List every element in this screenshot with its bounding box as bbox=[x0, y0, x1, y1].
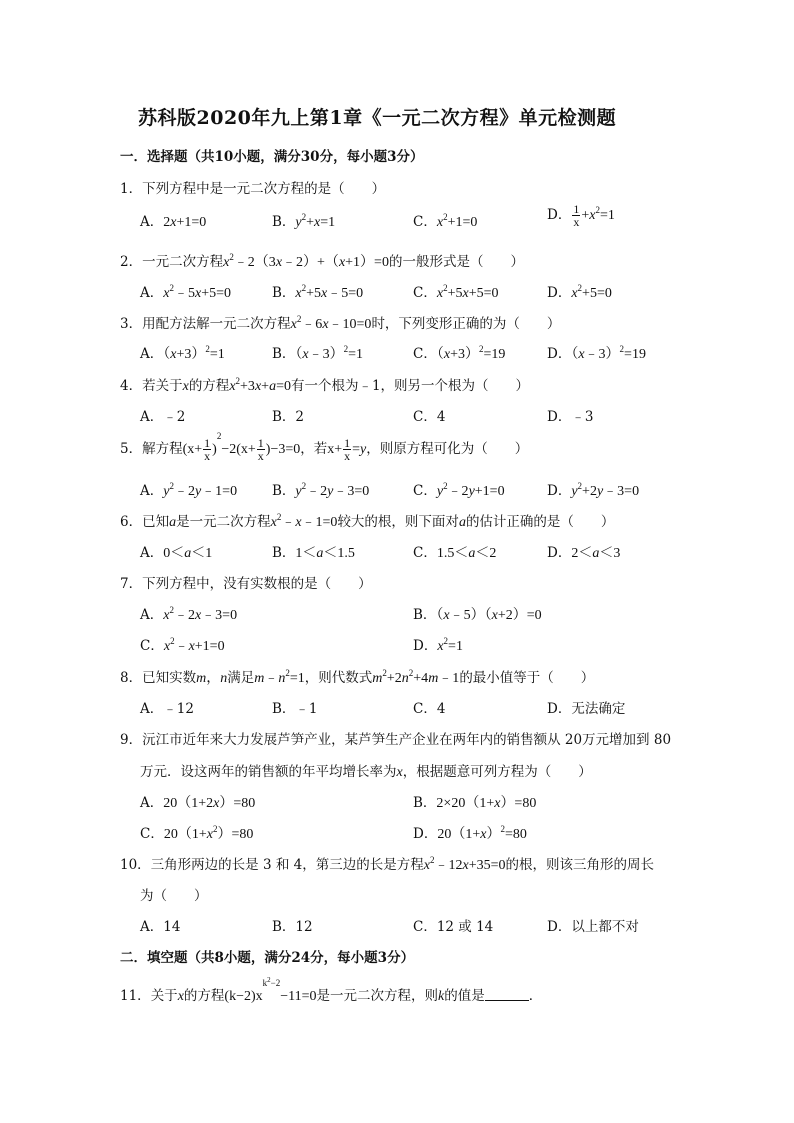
question-number: 1． bbox=[120, 181, 143, 197]
q10-option-c: C．12 或 14 bbox=[413, 919, 494, 935]
q5-option-a: A．$y^2﹣2y﹣1=0$ bbox=[140, 481, 238, 499]
q1-option-a: A．2x+1=0 bbox=[140, 214, 207, 230]
q5-option-d: D．$y^2+2y﹣3=0$ bbox=[547, 481, 640, 499]
q9-option-c: C．$20(1+x^2)=80$ bbox=[140, 824, 254, 842]
q6-option-b: B．1＜a＜1.5 bbox=[272, 545, 355, 561]
q1-option-b: B．$y^2+x=1$ bbox=[272, 212, 336, 230]
q8-option-b: B．﹣1 bbox=[272, 701, 318, 717]
question-10-line-2: 为（ ） bbox=[140, 888, 208, 904]
question-9-line-1: 9．沅江市近年来大力发展芦笋产业，某芦笋生产企业在两年内的销售额从 20万元增加到 80 bbox=[120, 732, 672, 748]
q1-option-c: C．$x^2+1=0$ bbox=[413, 212, 478, 230]
question-5: 5．解方程(x+ $\frac{1}{x}$ )$^2$−2(x+ $\frac{1}{x}$ )−3=0，若x+ $\frac{1}{x}$ =y，则原方程可化为（ ） bbox=[120, 431, 529, 464]
q4-option-a: A．﹣2 bbox=[140, 409, 186, 425]
q7-option-b: B．（x﹣5）（x+2）=0 bbox=[413, 607, 542, 623]
q8-option-a: A．﹣12 bbox=[140, 701, 194, 717]
q6-option-a: A．0＜a＜1 bbox=[140, 545, 213, 561]
question-stem: 下列方程中是一元二次方程的是（ ） bbox=[142, 181, 386, 197]
q3-option-a: A．$(x+3)^2=1$ bbox=[140, 344, 225, 362]
question-6: 6．已知a是一元二次方程$x^2﹣x﹣1=0$较大的根，则下面对a的估计正确的是（ ） bbox=[120, 512, 615, 530]
q7-option-a: A．$x^2﹣2x﹣3=0$ bbox=[140, 605, 238, 623]
answer-blank[interactable] bbox=[485, 988, 529, 1001]
q2-option-c: C．$x^2+5x+5=0$ bbox=[413, 283, 499, 301]
q4-option-d: D．﹣3 bbox=[547, 409, 594, 425]
q3-option-b: B．（x﹣3）$^2$=1 bbox=[272, 344, 364, 362]
section-heading-fill: 二．填空题（共8小题，满分24分，每小题3分） bbox=[120, 950, 415, 966]
question-4: 4．若关于x的方程$x^2+3x+a=0$有一个根为﹣1，则另一个根为（ ） bbox=[120, 376, 530, 394]
question-7: 7．下列方程中，没有实数根的是（ ） bbox=[120, 576, 372, 592]
page-title: 苏科版2020年九上第1章《一元二次方程》单元检测题 bbox=[138, 107, 617, 129]
q5-option-c: C．$y^2﹣2y+1=0$ bbox=[413, 481, 505, 499]
question-11: 11．关于x的方程$(k-2)x^{k^2-2}-11=0$是一元二次方程，则k的值是 ． bbox=[120, 976, 543, 1004]
q9-option-d: D．$20(1+x)^2=80$ bbox=[413, 824, 527, 842]
q10-option-a: A．14 bbox=[140, 919, 181, 935]
q2-option-a: A．$x^2﹣5x+5=0$ bbox=[140, 283, 231, 301]
question-9-line-2: 万元．设这两年的销售额的年平均增长率为x，根据题意可列方程为（ ） bbox=[140, 764, 592, 780]
q2-option-b: B．$x^2+5x﹣5=0$ bbox=[272, 283, 364, 301]
q4-option-c: C．4 bbox=[413, 409, 446, 425]
q3-option-d: D．（x﹣3）$^2$=19 bbox=[547, 344, 646, 362]
q8-option-c: C．4 bbox=[413, 701, 446, 717]
q7-option-c: C．$x^2﹣x+1=0$ bbox=[140, 636, 225, 654]
section-heading-choice: 一．选择题（共10小题，满分30分，每小题3分） bbox=[120, 149, 424, 165]
question-8: 8．已知实数m，n满足$m﹣n^2=1$，则代数式$m^2+2n^2+4m﹣1$的最小值等于（ ） bbox=[120, 668, 595, 686]
q7-option-d: D．$x^2=1$ bbox=[413, 636, 463, 654]
q1-option-d: D． $\frac{1}{x}$ $+x^2=1$ bbox=[547, 202, 615, 229]
q6-option-c: C．1.5＜a＜2 bbox=[413, 545, 497, 561]
q2-option-d: D．$x^2+5=0$ bbox=[547, 283, 612, 301]
q8-option-d: D．无法确定 bbox=[547, 701, 626, 717]
q4-option-b: B．2 bbox=[272, 409, 305, 425]
q9-option-a: A．20（1+2x）=80 bbox=[140, 795, 256, 811]
q3-option-c: C．$(x+3)^2=19$ bbox=[413, 344, 506, 362]
q10-option-d: D．以上都不对 bbox=[547, 919, 639, 935]
q10-option-b: B．12 bbox=[272, 919, 313, 935]
question-10-line-1: 10．三角形两边的长是 3 和 4，第三边的长是方程$x^2﹣12x+35=0$的根，则该三角形的周长 bbox=[120, 855, 654, 873]
q9-option-b: B．2×20（1+x）=80 bbox=[413, 795, 537, 811]
q6-option-d: D．2＜a＜3 bbox=[547, 545, 621, 561]
question-1 bbox=[120, 177, 385, 197]
q5-option-b: B．$y^2﹣2y﹣3=0$ bbox=[272, 481, 370, 499]
question-3: 3．用配方法解一元二次方程$x^2﹣6x﹣10=0$时，下列变形正确的为（ ） bbox=[120, 314, 561, 332]
question-2: 2．一元二次方程$x^2﹣2(3x﹣2)+(x+1)=0$的一般形式是（ ） bbox=[120, 252, 524, 270]
